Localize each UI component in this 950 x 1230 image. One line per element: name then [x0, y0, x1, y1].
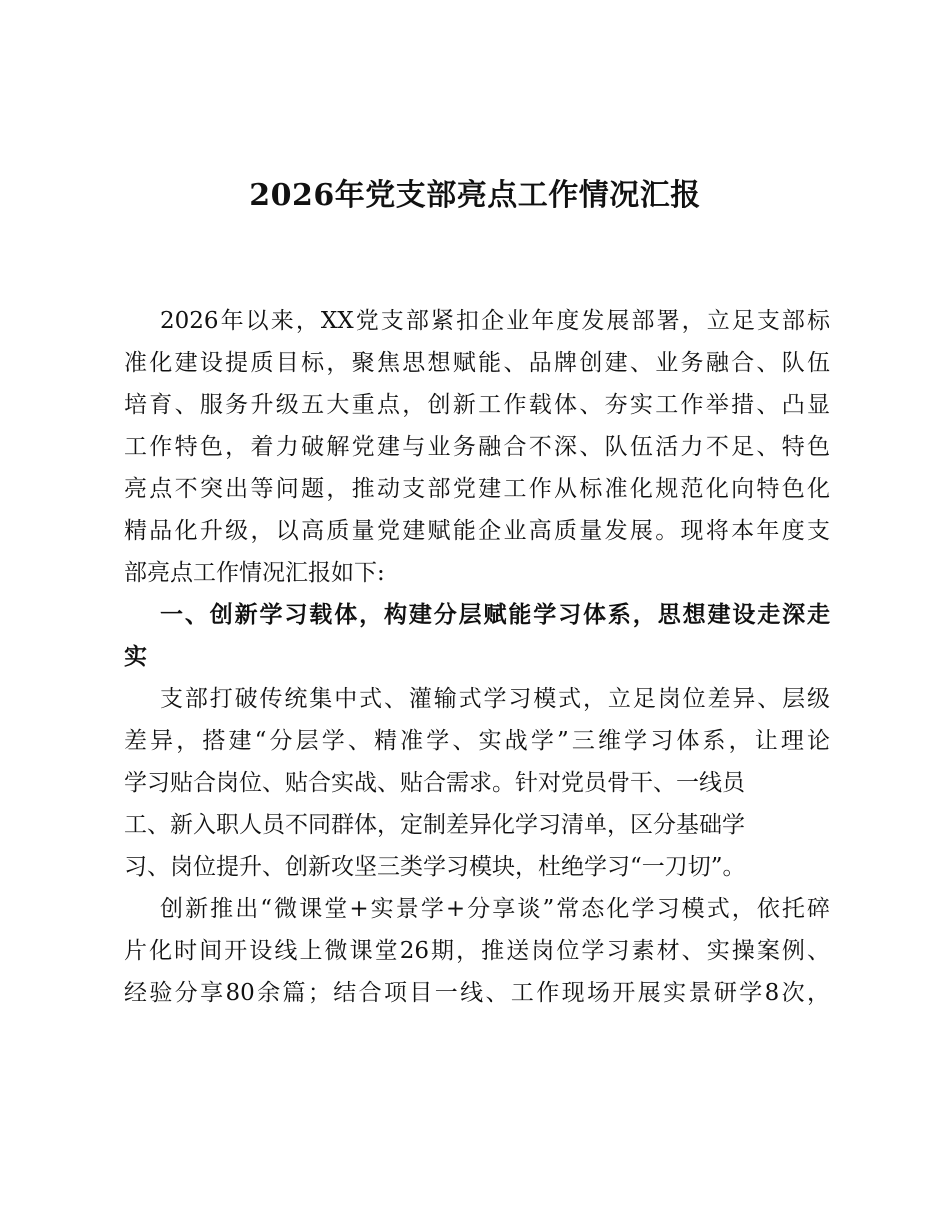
paragraph-line: 片化时间开设线上微课堂26期，推送岗位学习素材、实操案例、: [124, 938, 830, 964]
paragraph-line: 经验分享80余篇；结合项目一线、工作现场开展实景研学8次，: [124, 980, 830, 1006]
intro-line: 亮点不突出等问题，推动支部党建工作从标准化规范化向特色化: [124, 476, 830, 502]
section-heading: 一、创新学习载体，构建分层赋能学习体系，思想建设走深走: [160, 602, 830, 628]
document-body: [124, 300, 830, 1014]
document-title: 2026年党支部亮点工作情况汇报: [249, 178, 701, 213]
intro-line: 2026年以来，XX党支部紧扣企业年度发展部署，立足支部标: [160, 308, 830, 334]
intro-line: 精品化升级，以高质量党建赋能企业高质量发展。现将本年度支: [124, 518, 830, 544]
intro-line: 培育、服务升级五大重点，创新工作载体、夯实工作举措、凸显: [124, 392, 830, 418]
paragraph-line: 学习贴合岗位、贴合实战、贴合需求。针对党员骨干、一线员: [124, 770, 745, 796]
paragraph-line: 支部打破传统集中式、灌输式学习模式，立足岗位差异、层级: [160, 686, 830, 712]
intro-line: 准化建设提质目标，聚焦思想赋能、品牌创建、业务融合、队伍: [124, 350, 830, 376]
paragraph-line: 差异，搭建“分层学、精准学、实战学”三维学习体系，让理论: [124, 728, 830, 754]
intro-line: 部亮点工作情况汇报如下:: [124, 560, 385, 586]
paragraph-line: 习、岗位提升、创新攻坚三类学习模块，杜绝学习“一刀切”。: [124, 854, 746, 880]
intro-line: 工作特色，着力破解党建与业务融合不深、队伍活力不足、特色: [124, 434, 830, 460]
paragraph-line: 创新推出“微课堂+实景学+分享谈”常态化学习模式，依托碎: [160, 896, 830, 922]
section-heading: 实: [124, 644, 147, 670]
paragraph-line: 工、新入职人员不同群体，定制差异化学习清单，区分基础学: [124, 812, 745, 838]
